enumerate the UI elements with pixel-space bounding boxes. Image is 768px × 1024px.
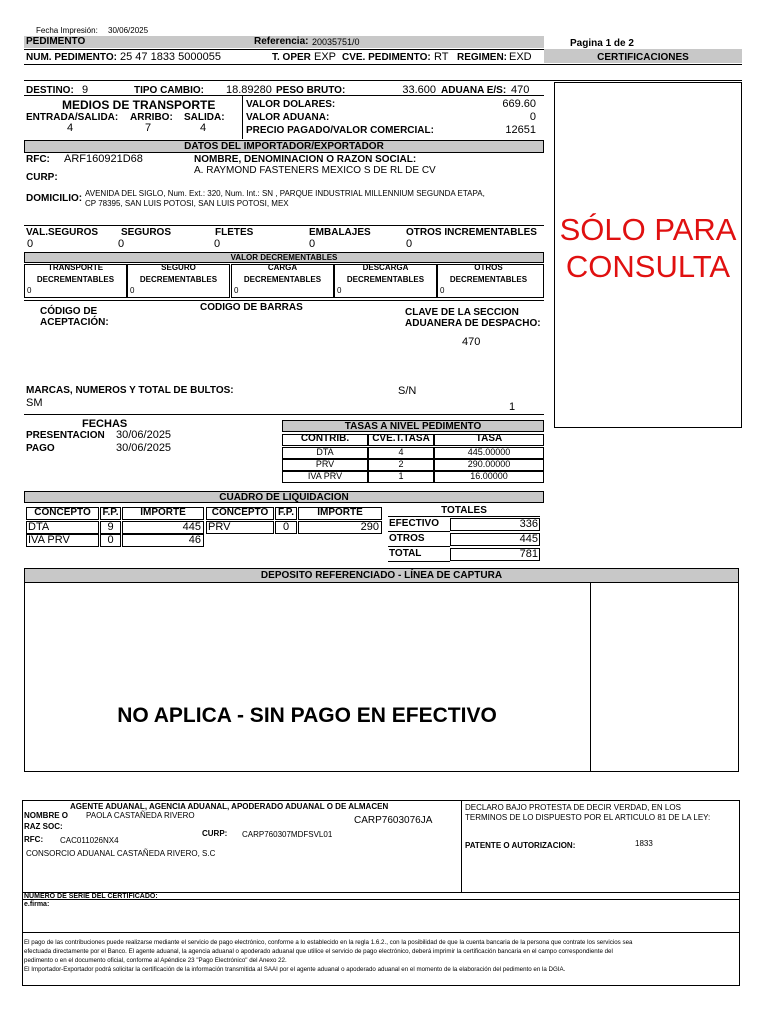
decrementable-header-2: DECREMENTABLES <box>243 275 322 284</box>
liquidacion-cell-value: PRV <box>208 521 231 533</box>
decrementable-header-1: SEGURO <box>161 263 196 272</box>
liquidacion-cell-value: IVA PRV <box>28 534 70 546</box>
liquidacion-cell-value: 9 <box>107 521 114 533</box>
domicilio-line2: CP 78395, SAN LUIS POTOSI, SAN LUIS POTOSI, MEX <box>85 199 289 208</box>
totales-value: 336 <box>519 518 538 530</box>
totales-underline <box>388 531 450 532</box>
regimen-label: REGIMEN: <box>457 52 507 63</box>
t-oper-label: T. OPER <box>272 52 311 63</box>
decrementable-value: 0 <box>440 286 445 295</box>
liquidacion-title-bar: CUADRO DE LIQUIDACION <box>24 491 544 503</box>
tasas-cell-value: 16.00000 <box>470 471 508 481</box>
agente-razon-social: CONSORCIO ADUANAL CASTAÑEDA RIVERO, S.C <box>26 849 216 858</box>
aduana-value: 470 <box>511 84 530 96</box>
decrementable-value: 0 <box>234 286 239 295</box>
arribo-label: ARRIBO: <box>130 112 173 123</box>
arribo-value: 7 <box>145 122 152 134</box>
bultos-value: 1 <box>509 401 516 413</box>
nombre-value: A. RAYMOND FASTENERS MEXICO S DE RL DE CV <box>194 165 436 176</box>
aduana-label: ADUANA E/S: <box>441 85 507 96</box>
agente-razon-label: RAZ SOC: <box>24 822 63 831</box>
decrementable-header-2: DECREMENTABLES <box>139 275 218 284</box>
liquidacion-header-label: F.P. <box>102 507 119 518</box>
marcas-sn: S/N <box>398 385 417 397</box>
pagina-label: Pagina 1 de 2 <box>570 38 634 49</box>
totales-underline <box>388 546 450 547</box>
liquidacion-header-label: IMPORTE <box>317 507 363 518</box>
presentacion-label: PRESENTACION <box>26 430 105 441</box>
watermark-line1: SÓLO PARA <box>559 212 737 247</box>
tasas-title-bar: TASAS A NIVEL PEDIMENTO <box>282 420 544 432</box>
curp-label: CURP: <box>26 172 58 183</box>
agente-curp-label: CURP: <box>202 829 228 838</box>
valor-aduana-label: VALOR ADUANA: <box>246 112 330 123</box>
deposito-title-bar: DEPOSITO REFERENCIADO - LÍNEA DE CAPTURA <box>24 568 739 583</box>
totales-underline <box>388 561 450 562</box>
rfc-value: ARF160921D68 <box>64 153 143 165</box>
decrementable-header-2: DECREMENTABLES <box>36 275 115 284</box>
declaro-line2: TERMINOS DE LO DISPUESTO POR EL ARTICULO 81 DE LA LEY: <box>465 813 711 822</box>
clave-seccion-label-1: CLAVE DE LA SECCION <box>405 307 519 318</box>
tasas-cell-value: 290.00000 <box>467 459 511 469</box>
marcas-value: SM <box>26 397 43 409</box>
seguros-label: SEGUROS <box>121 227 172 238</box>
declaro-line1: DECLARO BAJO PROTESTA DE DECIR VERDAD, EN LOS <box>465 803 681 812</box>
totales-value: 445 <box>519 533 538 545</box>
decrementable-value: 0 <box>337 286 342 295</box>
pago-value: 30/06/2025 <box>116 442 172 454</box>
num-pedimento-value: 25 47 1833 5000055 <box>120 51 221 63</box>
tasas-header-label: CVE.T.TASA <box>372 433 430 444</box>
clave-seccion-label-2: ADUANERA DE DESPACHO: <box>405 318 541 329</box>
liquidacion-cell-value: 46 <box>188 534 201 546</box>
rfc-label: RFC: <box>26 154 50 165</box>
importador-section-bar: DATOS DEL IMPORTADOR/EXPORTADOR <box>24 140 544 153</box>
agente-title: AGENTE ADUANAL, AGENCIA ADUANAL, APODERADO ADUANAL O DE ALMACEN <box>70 802 389 811</box>
liquidacion-cell-value: 0 <box>282 521 290 533</box>
decrementable-header-1: CARGA <box>267 263 298 272</box>
tipo-cambio-label: TIPO CAMBIO: <box>134 85 204 96</box>
totales-divider <box>388 516 540 517</box>
num-pedimento-label: NUM. PEDIMENTO: <box>26 52 117 63</box>
tasas-header-label: CONTRIB. <box>300 433 350 444</box>
num-serie-label: NUMERO DE SERIE DEL CERTIFICADO: <box>24 893 158 900</box>
liquidacion-header-label: F.P. <box>278 507 294 518</box>
embalajes-value: 0 <box>309 238 316 250</box>
entrada-salida-label: ENTRADA/SALIDA: <box>26 112 119 123</box>
codigo-aceptacion-label-1: CÓDIGO DE <box>40 306 98 317</box>
cve-pedimento-label: CVE. PEDIMENTO: <box>342 52 431 63</box>
entrada-salida-value: 4 <box>67 122 74 134</box>
destino-label: DESTINO: <box>26 85 74 96</box>
agente-nombre-label: NOMBRE O <box>24 811 68 820</box>
agente-nombre: PAOLA CASTAÑEDA RIVERO <box>86 811 195 820</box>
peso-bruto-value: 33.600 <box>402 84 436 96</box>
liquidacion-cell-value: 0 <box>107 534 114 546</box>
footer-line-4: El Importador-Exportador podrá solicitar la certificación de la información transmitida al SAAI por el agente aduanal o apoderado aduanal en el momento de la elaboración del pedimento en la DGIA. <box>24 966 566 973</box>
totales-row-label: EFECTIVO <box>389 518 440 529</box>
valor-aduana-value: 0 <box>529 111 536 123</box>
precio-pagado-value: 12651 <box>505 124 536 136</box>
tasas-cell-value: 2 <box>398 459 404 469</box>
tasas-header-label: TASA <box>475 433 503 444</box>
totales-label: TOTALES <box>441 505 487 516</box>
footer-line-3: pedimento o en el documento oficial, conforme al Apéndice 23 "Pago Electrónico" del Anexo 22. <box>24 957 287 964</box>
liquidacion-cell-value: DTA <box>28 521 50 533</box>
deposito-box <box>24 568 739 772</box>
tasas-cell-value: PRV <box>315 459 335 469</box>
medios-transporte-title: MEDIOS DE TRANSPORTE <box>62 98 216 112</box>
fecha-impresion: 30/06/2025 <box>108 26 149 35</box>
footer-notes <box>24 938 738 974</box>
decrementable-header-1: OTROS <box>474 263 503 272</box>
codigo-barras-label: CODIGO DE BARRAS <box>200 302 303 313</box>
referencia-value: 20035751/0 <box>312 37 360 47</box>
fletes-label: FLETES <box>215 227 254 238</box>
presentacion-value: 30/06/2025 <box>116 429 172 441</box>
agente-rfc: CAC011026NX4 <box>60 836 119 845</box>
otros-inc-value: 0 <box>406 238 413 250</box>
decrementable-header-2: DECREMENTABLES <box>449 275 528 284</box>
liquidacion-header-label: IMPORTE <box>140 507 186 518</box>
liquidacion-cell-value: 290 <box>360 521 379 533</box>
agente-rfc-label: RFC: <box>24 835 44 844</box>
deposito-message: NO APLICA - SIN PAGO EN EFECTIVO <box>117 704 497 727</box>
seguros-value: 0 <box>118 238 125 250</box>
totales-row-label: OTROS <box>389 533 425 544</box>
pago-label: PAGO <box>26 443 55 454</box>
efirma-label: e.firma: <box>24 901 50 908</box>
totales-value: 781 <box>519 548 538 560</box>
regimen-value: EXD <box>509 51 532 63</box>
fechas-title: FECHAS <box>82 418 128 430</box>
tasas-cell-value: 445.00000 <box>467 447 511 457</box>
pedimento-label: PEDIMENTO <box>26 36 86 47</box>
agente-codigo: CARP7603076JA <box>354 815 433 826</box>
valor-dolares-value: 669.60 <box>502 98 536 110</box>
decrementable-header-1: DESCARGA <box>362 263 409 272</box>
tasas-cell-value: DTA <box>316 447 334 457</box>
cve-pedimento-value: RT <box>434 51 449 63</box>
salida-label: SALIDA: <box>184 112 225 123</box>
t-oper-value: EXP <box>314 51 337 63</box>
nombre-label: NOMBRE, DENOMINACION O RAZON SOCIAL: <box>194 154 417 165</box>
certificaciones-label: CERTIFICACIONES <box>597 52 689 63</box>
liquidacion-header-label: CONCEPTO <box>34 507 91 518</box>
tasas-cell-value: IVA PRV <box>307 471 343 481</box>
totales-row-label: TOTAL <box>389 548 422 559</box>
referencia-label: Referencia: <box>254 36 309 47</box>
val-seguros-label: VAL.SEGUROS <box>26 227 99 238</box>
embalajes-label: EMBALAJES <box>309 227 371 238</box>
destino-value: 9 <box>82 84 89 96</box>
fletes-value: 0 <box>214 238 221 250</box>
patente-label: PATENTE O AUTORIZACION: <box>465 841 576 850</box>
footer-line-1: El pago de las contribuciones puede realizarse mediante el servicio de pago electrónico, conforme a lo establecido en la regla 1.6.2., con la posibilidad de que la cuenta bancaria de la persona que contrate los servicios sea <box>24 939 633 946</box>
domicilio-label: DOMICILIO: <box>26 193 83 204</box>
decrementable-header-1: TRANSPORTE <box>47 263 104 272</box>
otros-inc-label: OTROS INCREMENTABLES <box>406 227 537 238</box>
decrementable-value: 0 <box>27 286 32 295</box>
val-seguros-value: 0 <box>27 238 34 250</box>
decrementable-value: 0 <box>130 286 135 295</box>
fecha-impresion-label: Fecha Impresión: <box>36 26 98 35</box>
liquidacion-cell-value: 445 <box>182 521 201 533</box>
tasas-cell-value: 1 <box>398 471 404 481</box>
agente-curp: CARP760307MDFSVL01 <box>242 830 333 839</box>
liquidacion-header-label: CONCEPTO <box>211 507 269 518</box>
peso-bruto-label: PESO BRUTO: <box>276 85 346 96</box>
patente-value: 1833 <box>635 839 653 848</box>
marcas-label: MARCAS, NUMEROS Y TOTAL DE BULTOS: <box>26 385 234 396</box>
clave-seccion-value: 470 <box>462 336 481 348</box>
salida-value: 4 <box>200 122 207 134</box>
valor-dolares-label: VALOR DOLARES: <box>246 99 336 110</box>
codigo-aceptacion-label-2: ACEPTACIÓN: <box>40 317 109 328</box>
footer-line-2: efectuada directamente por el Banco. El agente aduanal, la agencia aduanal o apoderado aduanal que utilice el servicio de pago electrónico, deberá imprimir la certificación bancaria en el campo correspondiente del <box>24 948 613 955</box>
domicilio-line1: AVENIDA DEL SIGLO, Num. Ext.: 320, Num. Int.: SN , PARQUE INDUSTRIAL MILLENNIUM SEGUNDA ETAPA, <box>85 189 485 198</box>
tasas-cell-value: 4 <box>398 447 404 457</box>
decrementables-bar: VALOR DECREMENTABLES <box>24 252 544 263</box>
tipo-cambio-value: 18.89280 <box>226 84 272 96</box>
decrementable-header-2: DECREMENTABLES <box>346 275 425 284</box>
watermark-line2: CONSULTA <box>565 249 731 284</box>
precio-pagado-label: PRECIO PAGADO/VALOR COMERCIAL: <box>246 125 434 136</box>
